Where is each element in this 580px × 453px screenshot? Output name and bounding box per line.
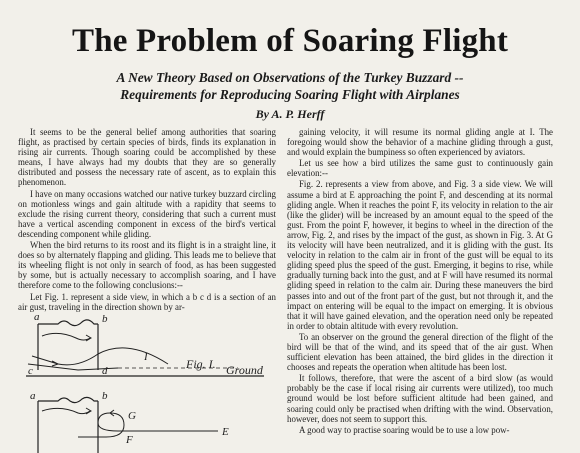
label-c: c	[28, 365, 33, 377]
paragraph: When the bird returns to its roost and its flight is in a straight line, it does so by alternately flapping and gliding. This leads me to believe that its wheeling flight is not only in search of food, as has been suggested by some, but is actually necessary to accomplish soaring, and I have therefore come to the following conclusions:--	[18, 240, 276, 291]
article-byline: By A. P. Herff	[255, 107, 325, 121]
label-b-2: b	[102, 391, 108, 402]
paragraph: It follows, therefore, that were the ascent of a bird slow (as would probably be the case if local rising air currents were utilized), too much ground would be lost before sufficient altitude had been gained, and soaring could only be practised when drifting with the wind. Observation, however, does not seem to support this.	[287, 373, 553, 424]
gust-arrow	[42, 333, 90, 340]
paragraph: It seems to be the general belief among authorities that soaring flight, as practised by certain species of birds, finds its explanation in rising air currents. Though soaring could be accomplished by these means, I have always had my doubts that they are so generally distributed and possess the necessary rate of ascent, as to explain this phenomenon.	[18, 127, 276, 188]
paragraph: To an observer on the ground the general direction of the flight of the bird will be that of the wind, and its speed that of the air gust. When sufficient elevation has been attained, the bird glides in the direction it chooses and repeats the operation when altitude has been lost.	[287, 331, 553, 373]
circling-path	[78, 413, 218, 437]
article-subtitle-line1: A New Theory Based on Observations of the Turkey Buzzard --	[116, 70, 464, 85]
paragraph: Let Fig. 1. represent a side view, in which a b c d is a section of an air gust, traveling in the direction shown by ar-	[18, 291, 276, 312]
gust-top-line-2	[38, 397, 98, 402]
paragraph: Let us see how a bird utilizes the same gust to continuously gain elevation:--	[287, 158, 553, 179]
paragraph: Fig. 2. represents a view from above, and Fig. 3 a side view. We will assume a bird at E approaching the point F, and descending at its normal gliding angle. When it reaches the point F, its velocity in relation to the air (like the glider) will be increased by an amount equal to the speed of the gust. From the point F, however, it begins to wheel in the direction of the arrow, Fig. 2, and rises by the impact of the gust, as shown in Fig. 3. At G its velocity will have been neutralized, and it is gliding with the gust. Its velocity in relation to the calm air in front of the gust will be equal to its gliding speed plus the speed of the gust. Emerging, it begins to rise, while gradually turning back into the gust, and at F will have resumed its normal gliding speed in relation to the calm air. During these maneuvers the bird passes into and out of the front part of the gust, but not through it, and the impact on entering will be equal to the impact on emerging. It is obvious that it will have gained elevation, and the operation need only be repeated in order to obtain altitude with every revolution.	[287, 179, 553, 331]
paragraph: gaining velocity, it will resume its normal gliding angle at I. The foregoing would show the behavior of a machine gliding through a gust, and would explain the bumpiness so often experienced by aviators.	[287, 127, 553, 158]
gust-arrow-head-2	[86, 408, 91, 414]
label-b: b	[102, 313, 108, 325]
paragraph: A good way to practise soaring would be to use a low pow-	[299, 424, 510, 435]
figure-2-diagram	[18, 391, 276, 453]
figure-1-caption: Fig. I.	[186, 357, 216, 371]
label-a-2: a	[30, 391, 36, 402]
label-a: a	[34, 311, 40, 323]
gust-top-line	[38, 320, 98, 326]
left-column	[18, 127, 276, 313]
gust-arrow-head	[86, 335, 91, 341]
ground-label: Ground	[226, 363, 263, 377]
article-title: The Problem of Soaring Flight	[71, 23, 509, 59]
right-column	[287, 127, 553, 436]
article-subtitle-line2: Requirements for Reproducing Soaring Flight with Airplanes	[120, 87, 460, 102]
label-d: d	[102, 365, 108, 377]
gust-arrow-2	[42, 408, 90, 413]
figure-1-diagram	[18, 308, 276, 390]
label-i: I	[144, 351, 148, 363]
label-e: E	[222, 426, 229, 438]
label-f: F	[126, 434, 133, 446]
paragraph: I have on many occasions watched our native turkey buzzard circling on motionless wings and gain altitude with a rapidity that seems to exclude the rising current theory, considering that such a current must have a vertical ascending component in excess of the bird's vertical descending component while gliding.	[18, 188, 276, 239]
label-g: G	[128, 410, 136, 422]
